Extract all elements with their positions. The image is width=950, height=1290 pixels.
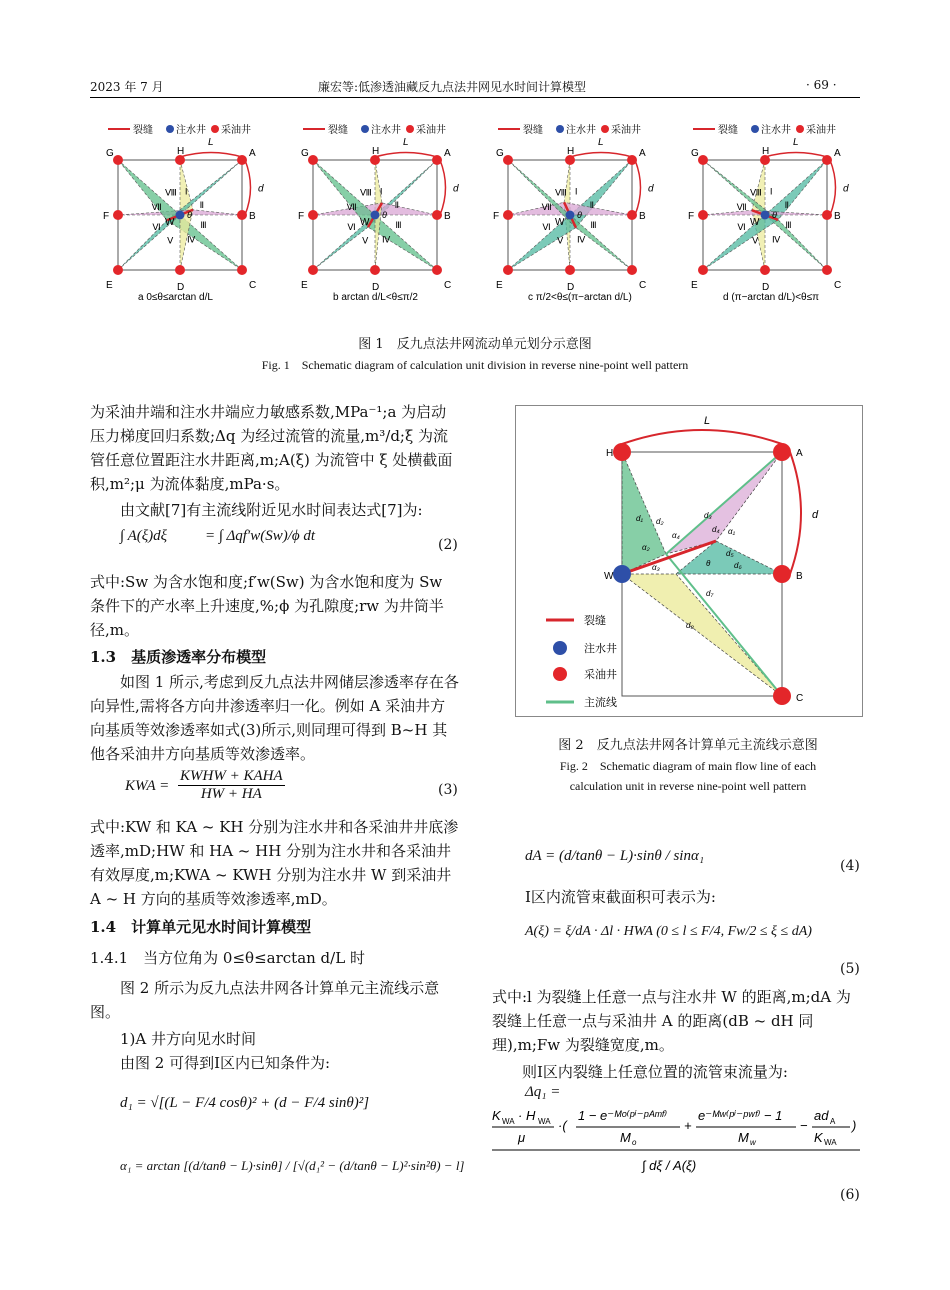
well-label-A: A xyxy=(249,148,256,159)
injection-well xyxy=(613,565,631,583)
unit-numeral: Ⅰ xyxy=(574,186,578,197)
legend-inj-dot xyxy=(556,125,564,133)
geom-label: α₂ xyxy=(642,543,650,552)
unit-numeral: Ⅷ xyxy=(750,187,762,198)
geom-label: α₄ xyxy=(672,531,680,540)
legend-crack-label: 裂缝 xyxy=(133,125,153,136)
fig1-caption-cn: 图 1 反九点法井网流动单元划分示意图 xyxy=(358,337,592,352)
unit-numeral: Ⅳ xyxy=(771,234,781,245)
fig2-caption-en-1: Fig. 2 Schematic diagram of main flow line of each xyxy=(559,759,817,773)
geom-label: α₁ xyxy=(728,527,736,536)
well-label-B: B xyxy=(249,211,256,222)
production-well xyxy=(503,155,513,165)
legend-flow-label: 主流线 xyxy=(584,697,617,709)
geom-label: d₇ xyxy=(706,589,714,598)
fig1-caption-en: Fig. 1 Schematic diagram of calculation unit division in reverse nine-point well pattern xyxy=(261,358,689,372)
brace-L xyxy=(765,153,827,158)
header-date: 2023 年 7 月 xyxy=(90,80,164,94)
legend-prod-label: 采油井 xyxy=(416,125,446,136)
well-label-D: D xyxy=(177,282,185,293)
label-theta: θ xyxy=(382,210,387,220)
well-label-A: A xyxy=(834,148,841,159)
well-label-D: D xyxy=(567,282,575,293)
unit-numeral: Ⅱ xyxy=(589,200,595,211)
legend-prod-dot xyxy=(601,125,609,133)
legend-inj-label: 注水井 xyxy=(584,643,617,655)
well-label-F: F xyxy=(103,211,110,222)
production-well xyxy=(308,210,318,220)
para-eq5-terms: 式中:l 为裂缝上任意一点与注水井 W 的距离,m;dA 为裂缝上任意一点与采油井 A 的距离(dB ~ dH 同理),m;Fw 为裂缝宽度,m。 xyxy=(492,988,851,1054)
legend-prod-label: 采油井 xyxy=(584,669,617,681)
para-flow: 则Ⅰ区内裂缝上任意位置的流管束流量为: xyxy=(522,1063,788,1081)
unit-numeral: Ⅲ xyxy=(590,219,597,230)
label-d: d xyxy=(258,183,264,195)
label-L: L xyxy=(793,137,799,148)
unit-region-C xyxy=(622,574,782,696)
well-label-C: C xyxy=(834,280,842,291)
fig1-panel-2 xyxy=(298,123,459,303)
production-well xyxy=(627,155,637,165)
figure-2 xyxy=(516,406,862,716)
well-label-H: H xyxy=(567,146,575,157)
well-label-A: A xyxy=(444,148,451,159)
production-well xyxy=(627,265,637,275)
production-well xyxy=(370,265,380,275)
svg-text:M: M xyxy=(738,1130,749,1145)
production-well xyxy=(822,210,832,220)
legend-prod-dot xyxy=(211,125,219,133)
svg-text:K: K xyxy=(814,1130,823,1145)
unit-numeral: Ⅲ xyxy=(200,219,207,230)
panel-caption: b arctan d/L<θ≤π/2 xyxy=(333,292,418,303)
brace-L xyxy=(622,430,782,444)
eq-d1: d₁ = √[(L − F/4 cosθ)² + (d − F/4 sinθ)²] xyxy=(120,1095,370,1111)
brace-d xyxy=(635,160,641,215)
production-well xyxy=(822,265,832,275)
unit-numeral: Ⅶ xyxy=(151,202,162,213)
legend-inj-dot xyxy=(751,125,759,133)
eq-alpha1: α₁ = arctan [(d/tanθ − L)·sinθ] / [√(d₁² − (d/tanθ − L)²·sin²θ) − l] xyxy=(120,1158,465,1173)
section-1-4: 1.4 计算单元见水时间计算模型 xyxy=(90,918,312,936)
geom-label: α₃ xyxy=(652,563,660,572)
eq6-formula xyxy=(492,1100,862,1180)
fig2-caption-cn: 图 2 反九点法井网各计算单元主流线示意图 xyxy=(558,738,818,753)
unit-numeral: Ⅶ xyxy=(346,202,357,213)
header-rule xyxy=(90,97,860,98)
well-label-C: C xyxy=(796,693,804,704)
svg-text:μ: μ xyxy=(518,1130,526,1145)
brace-L xyxy=(375,153,437,158)
label-L: L xyxy=(403,137,409,148)
well-label-F: F xyxy=(298,211,305,222)
well-label-H: H xyxy=(606,448,614,459)
production-well xyxy=(432,210,442,220)
para-fig2-intro: 图 2 所示为反九点法井网各计算单元主流线示意图。 xyxy=(90,979,440,1021)
unit-numeral: Ⅳ xyxy=(381,234,391,245)
main-flow-line-A xyxy=(666,452,782,554)
unit-numeral: Ⅱ xyxy=(199,200,205,211)
panel-caption: d (π−arctan d/L)<θ≤π xyxy=(723,292,820,303)
label-L: L xyxy=(598,137,604,148)
well-label-F: F xyxy=(688,211,695,222)
unit-numeral: Ⅷ xyxy=(555,187,567,198)
eq6-lhs: Δq₁ = xyxy=(525,1084,561,1100)
fig2-caption-en-2: calculation unit in reverse nine-point well pattern xyxy=(569,779,807,793)
well-label-C: C xyxy=(249,280,257,291)
legend-inj-label: 注水井 xyxy=(371,125,401,136)
eq2-lhs: ∫ A(ξ)dξ xyxy=(120,528,168,544)
svg-text:−: − xyxy=(800,1118,808,1133)
production-well xyxy=(175,265,185,275)
legend-prod-dot xyxy=(406,125,414,133)
unit-numeral: Ⅵ xyxy=(542,221,551,232)
label-L: L xyxy=(704,415,711,427)
fig1-panel-4 xyxy=(688,123,849,303)
svg-text:∫ dξ / A(ξ): ∫ dξ / A(ξ) xyxy=(642,1158,697,1173)
eq4-number: (4) xyxy=(840,858,860,874)
production-well xyxy=(432,265,442,275)
well-label-G: G xyxy=(301,148,309,159)
figure-1 xyxy=(90,110,870,325)
well-label-D: D xyxy=(762,282,770,293)
brace-L xyxy=(570,153,632,158)
panel-caption: c π/2<θ≤(π−arctan d/L) xyxy=(528,292,632,303)
brace-L xyxy=(180,153,242,158)
unit-numeral: Ⅲ xyxy=(785,219,792,230)
unit-numeral: Ⅷ xyxy=(165,187,177,198)
legend-prod-dot xyxy=(796,125,804,133)
section-1-4-1: 1.4.1 当方位角为 0≤θ≤arctan d/L 时 xyxy=(90,949,365,967)
injection-well xyxy=(761,211,770,220)
unit-numeral: Ⅶ xyxy=(541,202,552,213)
eq3-numerator: KWHW + KAHA xyxy=(180,768,283,784)
production-well xyxy=(773,687,791,705)
well-label-W: W xyxy=(360,217,370,228)
label-theta: θ xyxy=(187,210,192,220)
label-theta: θ xyxy=(772,210,777,220)
unit-numeral: Ⅴ xyxy=(752,235,759,246)
legend-crack-label: 裂缝 xyxy=(328,125,348,136)
well-label-G: G xyxy=(106,148,114,159)
injection-well xyxy=(566,211,575,220)
legend-prod-label: 采油井 xyxy=(806,125,836,136)
production-well xyxy=(773,565,791,583)
svg-text:w: w xyxy=(750,1138,756,1147)
unit-numeral: Ⅵ xyxy=(152,221,161,232)
label-d: d xyxy=(453,183,459,195)
para-known-conditions: 由图 2 可得到Ⅰ区内已知条件为: xyxy=(120,1054,331,1072)
legend-crack-label: 裂缝 xyxy=(584,615,606,627)
production-well xyxy=(432,155,442,165)
production-well xyxy=(503,210,513,220)
unit-numeral: Ⅳ xyxy=(186,234,196,245)
unit-numeral: Ⅴ xyxy=(557,235,564,246)
para-well-a: 1)A 井方向见水时间 xyxy=(120,1030,256,1048)
eq4: dA = (d/tanθ − L)·sinθ / sinα₁ xyxy=(525,848,705,864)
legend-inj-label: 注水井 xyxy=(566,125,596,136)
geom-label: d₁ xyxy=(636,514,643,523)
production-well xyxy=(113,155,123,165)
well-label-A: A xyxy=(796,448,803,459)
brace-d xyxy=(245,160,251,215)
well-label-A: A xyxy=(639,148,646,159)
para-cross-section: Ⅰ区内流管束截面积可表示为: xyxy=(525,888,716,906)
fig1-panel-1 xyxy=(103,123,264,303)
svg-text:ad: ad xyxy=(814,1108,829,1123)
well-label-F: F xyxy=(493,211,500,222)
fig1-panel-3 xyxy=(493,123,654,303)
eq5: A(ξ) = ξ/dA · Δl · HWA (0 ≤ l ≤ F/4, Fw/2 ≤ ξ ≤ dA) xyxy=(525,924,812,939)
para-symbols: 为采油井端和注水井端应力敏感系数,MPa⁻¹;a 为启动压力梯度回归系数;Δq 为经过流管的流量,m³/d;ξ 为流管任意位置距注水井距离,m;A(ξ) 为流管中 ξ 处横截面积,m²;μ 为流体黏度,mPa·s。 xyxy=(90,403,453,493)
unit-numeral: Ⅰ xyxy=(379,186,383,197)
svg-text:·(: ·( xyxy=(558,1118,567,1133)
well-label-E: E xyxy=(106,280,113,291)
brace-d xyxy=(440,160,446,215)
unit-numeral: Ⅲ xyxy=(395,219,402,230)
unit-numeral: Ⅵ xyxy=(737,221,746,232)
well-label-D: D xyxy=(372,282,380,293)
production-well xyxy=(308,155,318,165)
legend-inj-label: 注水井 xyxy=(176,125,206,136)
eq3-number: (3) xyxy=(438,782,458,798)
section-1-3: 1.3 基质渗透率分布模型 xyxy=(90,648,267,666)
unit-region-H xyxy=(622,452,666,574)
production-well xyxy=(627,210,637,220)
production-well xyxy=(237,155,247,165)
well-label-W: W xyxy=(165,217,175,228)
svg-text:): ) xyxy=(852,1118,857,1133)
para-ref7: 由文献[7]有主流线附近见水时间表达式[7]为: xyxy=(120,501,423,519)
label-theta: θ xyxy=(577,210,582,220)
production-well xyxy=(822,155,832,165)
legend-crack-label: 裂缝 xyxy=(523,125,543,136)
svg-text:WA: WA xyxy=(538,1117,551,1126)
unit-numeral: Ⅶ xyxy=(736,202,747,213)
well-label-E: E xyxy=(691,280,698,291)
production-well xyxy=(113,210,123,220)
production-well xyxy=(503,265,513,275)
well-label-B: B xyxy=(834,211,841,222)
legend-inj-label: 注水井 xyxy=(761,125,791,136)
svg-text:WA: WA xyxy=(824,1138,837,1147)
well-label-G: G xyxy=(691,148,699,159)
well-label-B: B xyxy=(444,211,451,222)
label-d: d xyxy=(812,509,819,521)
unit-numeral: Ⅷ xyxy=(360,187,372,198)
production-well xyxy=(698,155,708,165)
brace-d xyxy=(790,452,801,574)
unit-numeral: Ⅰ xyxy=(184,186,188,197)
unit-numeral: Ⅴ xyxy=(167,235,174,246)
para-anisotropy: 如图 1 所示,考虑到反九点法井网储层渗透率存在各向异性,需将各方向井渗透率归一化。例如 A 采油井方向基质等效渗透率如式(3)所示,则同理可得到 B~H 其他各采油井方向基质等效渗透率。 xyxy=(90,673,459,763)
geom-label: d₂ xyxy=(656,517,664,526)
geom-label: d₈ xyxy=(686,621,694,630)
eq3-denominator: HW + HA xyxy=(200,786,262,802)
label-d: d xyxy=(843,183,849,195)
production-well xyxy=(113,265,123,275)
svg-text:e⁻ᴹʷ⁽ᵖⁱ⁻ᵖʷᶠ⁾ − 1: e⁻ᴹʷ⁽ᵖⁱ⁻ᵖʷᶠ⁾ − 1 xyxy=(698,1108,783,1123)
well-label-W: W xyxy=(604,571,614,582)
legend-prod-label: 采油井 xyxy=(221,125,251,136)
panel-caption: a 0≤θ≤arctan d/L xyxy=(138,292,213,303)
unit-numeral: Ⅴ xyxy=(362,235,369,246)
geom-label: d₃ xyxy=(704,511,712,520)
production-well xyxy=(237,210,247,220)
label-L: L xyxy=(208,137,214,148)
production-well xyxy=(698,210,708,220)
header-page: · 69 · xyxy=(806,78,837,92)
production-well xyxy=(698,265,708,275)
unit-numeral: Ⅱ xyxy=(394,200,400,211)
eq2-number: (2) xyxy=(438,537,458,553)
unit-numeral: Ⅳ xyxy=(576,234,586,245)
production-well xyxy=(308,265,318,275)
eq5-number: (5) xyxy=(840,961,860,977)
main-flow-line-C xyxy=(666,554,782,696)
geom-label: d₆ xyxy=(734,561,742,570)
well-label-E: E xyxy=(301,280,308,291)
production-well xyxy=(565,265,575,275)
geom-label: d₄ xyxy=(712,525,720,534)
svg-text:M: M xyxy=(620,1130,631,1145)
unit-numeral: Ⅱ xyxy=(784,200,790,211)
eq3-lhs: KWA = xyxy=(125,778,170,794)
well-label-H: H xyxy=(372,146,380,157)
well-label-B: B xyxy=(796,571,803,582)
well-label-E: E xyxy=(496,280,503,291)
production-well xyxy=(760,265,770,275)
para-eq2-terms: 式中:Sw 为含水饱和度;f′w(Sw) 为含水饱和度为 Sw 条件下的产水率上升速度,%;ϕ 为孔隙度;rw 为井筒半径,m。 xyxy=(90,573,444,639)
header-title: 廉宏等:低渗透油藏反九点法井网见水时间计算模型 xyxy=(318,80,587,94)
well-label-B: B xyxy=(639,211,646,222)
legend-inj-dot xyxy=(553,641,567,655)
brace-d xyxy=(830,160,836,215)
figure-2-frame xyxy=(515,405,863,717)
production-well xyxy=(237,265,247,275)
injection-well xyxy=(371,211,380,220)
svg-text:K: K xyxy=(492,1108,501,1123)
legend-prod-dot xyxy=(553,667,567,681)
legend-inj-dot xyxy=(361,125,369,133)
production-well xyxy=(613,443,631,461)
label-d: d xyxy=(648,183,654,195)
well-label-G: G xyxy=(496,148,504,159)
well-label-H: H xyxy=(177,146,185,157)
eq6-number: (6) xyxy=(840,1187,860,1203)
well-label-C: C xyxy=(444,280,452,291)
calc-unit-region xyxy=(564,202,632,215)
well-label-W: W xyxy=(555,217,565,228)
well-label-C: C xyxy=(639,280,647,291)
injection-well xyxy=(176,211,185,220)
legend-prod-label: 采油井 xyxy=(611,125,641,136)
svg-text:WA: WA xyxy=(502,1117,515,1126)
svg-text:· H: · H xyxy=(518,1108,536,1123)
production-well xyxy=(773,443,791,461)
svg-text:1 − e⁻ᴹᵒ⁽ᵖⁱ⁻ᵖᴬᵐᶠ⁾: 1 − e⁻ᴹᵒ⁽ᵖⁱ⁻ᵖᴬᵐᶠ⁾ xyxy=(578,1108,668,1123)
unit-numeral: Ⅰ xyxy=(769,186,773,197)
well-label-W: W xyxy=(750,217,760,228)
svg-text:+: + xyxy=(684,1118,692,1133)
para-eq3-terms: 式中:KW 和 KA ~ KH 分别为注水井和各采油井井底渗透率,mD;HW 和 HA ~ HH 分别为注水井和各采油井有效厚度,m;KWA ~ KWH 分别为注水井 W 到采油井 A ~ H 方向的基质等效渗透率,mD。 xyxy=(90,818,459,908)
unit-numeral: Ⅵ xyxy=(347,221,356,232)
legend-inj-dot xyxy=(166,125,174,133)
geom-label: d₅ xyxy=(726,549,734,558)
well-label-H: H xyxy=(762,146,770,157)
svg-text:A: A xyxy=(830,1117,836,1126)
svg-text:o: o xyxy=(632,1138,637,1147)
legend-crack-label: 裂缝 xyxy=(718,125,738,136)
geom-label: θ xyxy=(706,559,711,568)
eq2-rhs: = ∫ Δqf′w(Sw)/ϕ dt xyxy=(205,528,316,544)
